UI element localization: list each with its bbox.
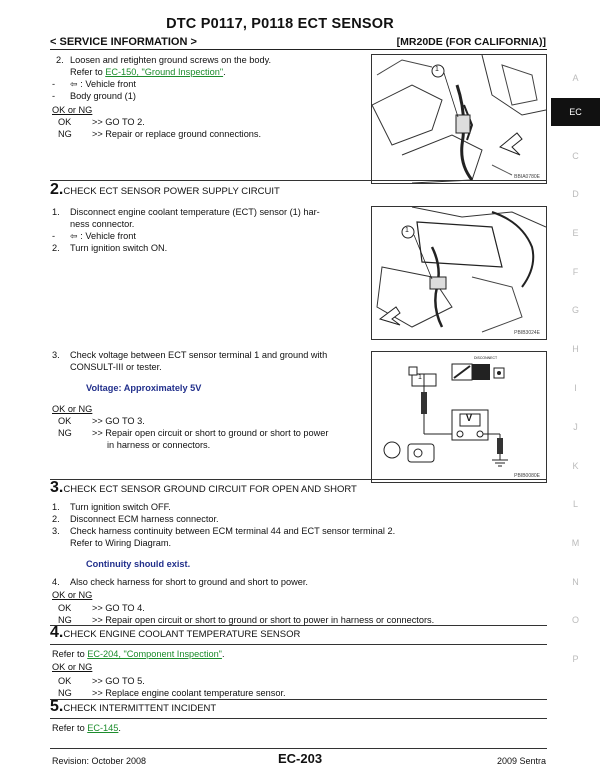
step3-divider <box>50 479 547 480</box>
step2-vehicle-front: ⇦ : Vehicle front <box>70 231 136 241</box>
voltage-check-figure <box>371 351 547 483</box>
step1-item2-text: Loosen and retighten ground screws on the body. <box>70 55 272 65</box>
step3-item1: Turn ignition switch OFF. <box>70 502 171 512</box>
step2-item3-line1: Check voltage between ECT sensor terminal 1 and ground with <box>70 350 328 360</box>
step3-item3-line2: Refer to Wiring Diagram. <box>70 538 172 548</box>
callout-1: 1 <box>435 66 439 73</box>
page-title: DTC P0117, P0118 ECT SENSOR <box>166 16 394 32</box>
ng-action: >> Replace engine coolant temperature sensor. <box>92 688 286 698</box>
callout-1: 1 <box>405 227 409 234</box>
step2-item1-num: 1. <box>52 207 60 217</box>
vehicle-model: 2009 Sentra <box>496 756 546 766</box>
page-number: EC-203 <box>278 751 323 766</box>
voltmeter-label: V <box>466 413 473 423</box>
step5-refer: Refer to EC-145. <box>52 723 121 733</box>
step2-item2: Turn ignition switch ON. <box>70 243 168 253</box>
section-tab-h[interactable]: H <box>572 344 579 354</box>
ng-action-line2: in harness or connectors. <box>107 440 211 450</box>
body-ground-legend: Body ground (1) <box>70 91 136 101</box>
header-divider <box>50 49 547 50</box>
section-tab-j[interactable]: J <box>573 422 578 432</box>
section-tab-i[interactable]: I <box>574 383 577 393</box>
body-ground-dash: - <box>52 91 56 101</box>
ground-screw-figure <box>371 54 547 184</box>
ok-label: OK <box>58 603 72 613</box>
ok-label: OK <box>58 676 72 686</box>
step1-item2-num: 2. <box>56 55 64 65</box>
step3-item3-line1: Check harness continuity between ECM terminal 44 and ECT sensor terminal 2. <box>70 526 396 536</box>
step3-item2-num: 2. <box>52 514 60 524</box>
ok-action: >> GO TO 4. <box>92 603 145 613</box>
section-tab-o[interactable]: O <box>571 615 579 625</box>
step2-heading: 2.CHECK ECT SENSOR POWER SUPPLY CIRCUIT <box>50 181 280 198</box>
continuity-spec: Continuity should exist. <box>86 559 191 569</box>
ng-label: NG <box>58 428 72 438</box>
ok-or-ng-label: OK or NG <box>52 662 93 672</box>
step4-body-divider <box>50 644 547 645</box>
step4-heading: 4.CHECK ENGINE COOLANT TEMPERATURE SENSOR <box>50 624 301 641</box>
step3-heading: 3.CHECK ECT SENSOR GROUND CIRCUIT FOR OPEN AND SHORT <box>50 479 357 496</box>
section-tab-p[interactable]: P <box>572 654 579 664</box>
ok-action: >> GO TO 3. <box>92 416 145 426</box>
figure-code: PBIB0080E <box>514 473 540 479</box>
ground-inspection-link[interactable]: EC-150, "Ground Inspection" <box>105 67 224 77</box>
terminal-label: 1 <box>418 374 422 381</box>
ok-or-ng-label: OK or NG <box>52 105 93 115</box>
step3-item3-num: 3. <box>52 526 60 536</box>
section-tab-k[interactable]: K <box>572 461 579 471</box>
ng-action: >> Repair or replace ground connections. <box>92 129 262 139</box>
ok-action: >> GO TO 5. <box>92 676 145 686</box>
step2-item1-line2: ness connector. <box>70 219 135 229</box>
step3-item4: Also check harness for short to ground and short to power. <box>70 577 308 587</box>
revision-date: Revision: October 2008 <box>52 756 147 766</box>
arrow-left-icon: ⇦ <box>70 231 78 241</box>
section-tab-m[interactable]: M <box>571 538 580 548</box>
footer-divider <box>50 748 547 749</box>
section-tab-d[interactable]: D <box>572 189 579 199</box>
step3-item2: Disconnect ECM harness connector. <box>70 514 219 524</box>
ng-label: NG <box>58 129 72 139</box>
ok-or-ng-label: OK or NG <box>52 404 93 414</box>
voltage-check-diagram <box>372 352 546 482</box>
section-tab-e[interactable]: E <box>572 228 579 238</box>
step4-refer: Refer to EC-204, "Component Inspection". <box>52 649 225 659</box>
arrow-left-icon: ⇦ <box>70 79 78 89</box>
intermittent-incident-link[interactable]: EC-145 <box>87 723 119 733</box>
step2-divider <box>50 180 547 181</box>
step5-heading: 5.CHECK INTERMITTENT INCIDENT <box>50 698 217 715</box>
section-tab-c[interactable]: C <box>572 151 579 161</box>
figure-code: BBIA0780E <box>514 174 540 180</box>
section-tab-f[interactable]: F <box>572 267 579 277</box>
step2-item2-num: 2. <box>52 243 60 253</box>
section-tab-g[interactable]: G <box>571 305 579 315</box>
ok-action: >> GO TO 2. <box>92 117 145 127</box>
engine-bay-illustration <box>372 55 546 183</box>
step2-vf-dash: - <box>52 231 56 241</box>
step5-body-divider <box>50 718 547 719</box>
section-tab-n[interactable]: N <box>572 577 579 587</box>
ok-label: OK <box>58 117 72 127</box>
step1-item2-refer: Refer to EC-150, "Ground Inspection". <box>70 67 226 77</box>
ect-sensor-illustration <box>372 207 546 339</box>
ok-label: OK <box>58 416 72 426</box>
ng-label: NG <box>58 615 72 625</box>
step2-item3-num: 3. <box>52 350 60 360</box>
engine-label: [MR20DE (FOR CALIFORNIA)] <box>396 36 546 48</box>
step2-item1-line1: Disconnect engine coolant temperature (ECT) sensor (1) har- <box>70 207 320 217</box>
step3-item1-num: 1. <box>52 502 60 512</box>
section-tab-a[interactable]: A <box>572 73 579 83</box>
section-tab-l[interactable]: L <box>572 499 578 509</box>
vehicle-front-dash: - <box>52 79 56 89</box>
section-label: < SERVICE INFORMATION > <box>50 36 197 48</box>
step3-item4-num: 4. <box>52 577 60 587</box>
section-tab-ec[interactable]: EC <box>551 98 600 126</box>
ng-label: NG <box>58 688 72 698</box>
ng-action: >> Repair open circuit or short to ground or short to power in harness or connectors. <box>92 615 435 625</box>
figure-code: PBIB3024E <box>514 330 540 336</box>
ect-sensor-figure <box>371 206 547 340</box>
disconnect-label: DISCONNECT <box>474 356 498 360</box>
step2-item3-line2: CONSULT-III or tester. <box>70 362 162 372</box>
voltage-spec: Voltage: Approximately 5V <box>86 383 202 393</box>
vehicle-front-legend: ⇦ : Vehicle front <box>70 79 136 89</box>
ng-action-line1: >> Repair open circuit or short to ground or short to power <box>92 428 329 438</box>
component-inspection-link[interactable]: EC-204, "Component Inspection" <box>87 649 222 659</box>
ok-or-ng-label: OK or NG <box>52 590 93 600</box>
